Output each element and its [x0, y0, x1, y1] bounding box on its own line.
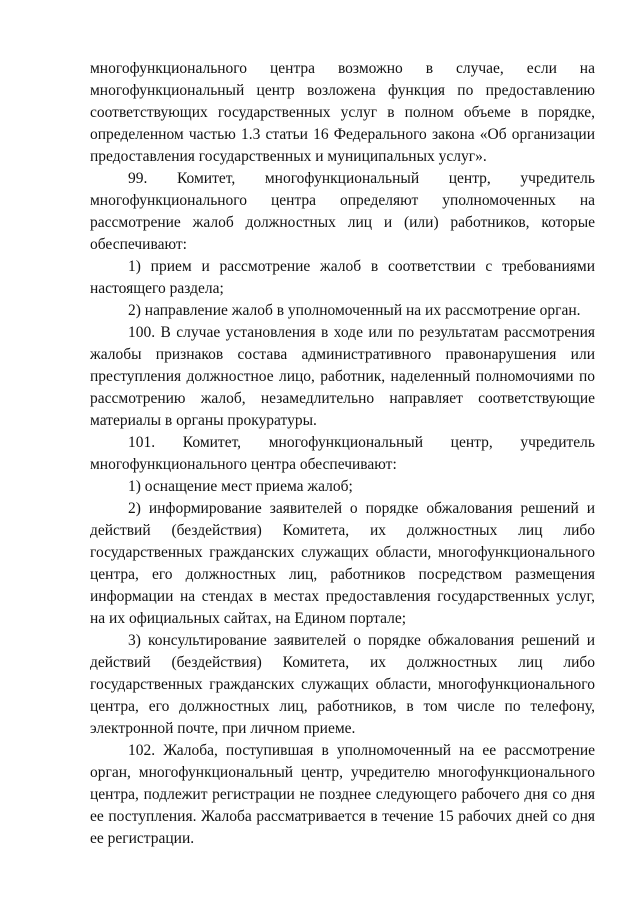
list-item-101-3: 3) консультирование заявителей о порядке обжалования решений и действий (бездействия) Комитета, их должностных лиц либо государственных гражданских служащих области, многофункционального центра, его должностных лиц, работников, в том числе по телефону, электронной почте, при личном приеме. — [90, 632, 595, 737]
paragraph-101: 101. Комитет, многофункциональный центр, учредитель многофункционального центра обеспечивают: — [90, 434, 595, 473]
list-item-101-1: 1) оснащение мест приема жалоб; — [128, 478, 353, 495]
document-page — [90, 58, 595, 850]
paragraph-100: 100. В случае установления в ходе или по результатам рассмотрения жалобы признаков состава административного правонарушения или преступления должностное лицо, работник, наделенный полномочиями по рассмотрению жалоб, незамедлительно направляет соответствующие материалы в органы прокуратуры. — [90, 324, 595, 429]
paragraph-102: 102. Жалоба, поступившая в уполномоченный на ее рассмотрение орган, многофункциональный центр, учредителю многофункционального центра, подлежит регистрации не позднее следующего рабочего дня со дня ее поступления. Жалоба рассматривается в течение 15 рабочих дней со дня ее регистрации. — [90, 742, 595, 847]
list-item-99-2: 2) направление жалоб в уполномоченный на их рассмотрение орган. — [128, 302, 581, 319]
list-item-101-2: 2) информирование заявителей о порядке обжалования решений и действий (бездействия) Комитета, их должностных лиц либо государственных гражданских служащих области, многофункционального центра, его должностных лиц, работников посредством размещения информации на стендах в местах предоставления государственных услуг, на их официальных сайтах, на Едином портале; — [90, 500, 595, 627]
list-item-99-1: 1) прием и рассмотрение жалоб в соответствии с требованиями настоящего раздела; — [90, 258, 595, 297]
paragraph-99: 99. Комитет, многофункциональный центр, учредитель многофункционального центра определяют уполномоченных на рассмотрение жалоб должностных лиц и (или) работников, которые обеспечивают: — [90, 170, 595, 253]
paragraph-continuation: многофункционального центра возможно в случае, если на многофункциональный центр возложена функция по предоставлению соответствующих государственных услуг в полном объеме в порядке, определенном частью 1.3 статьи 16 Федерального закона «Об организации предоставления государственных и муниципальных услуг». — [90, 60, 595, 165]
